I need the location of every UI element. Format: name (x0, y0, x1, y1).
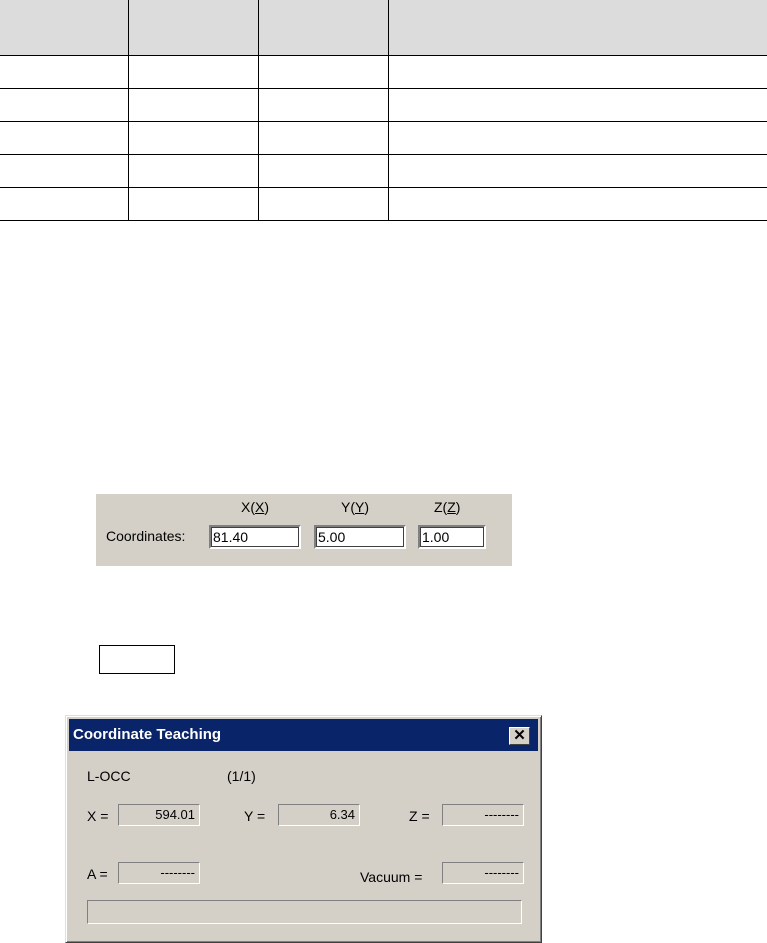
x-value-field: 594.01 (118, 804, 200, 826)
z-header-text: Z( (434, 499, 448, 515)
y-column-header (341, 499, 369, 515)
coordinates-panel (96, 494, 512, 566)
table-cell (0, 89, 128, 122)
y-header-text: Y( (341, 499, 355, 515)
table-cell (258, 89, 388, 122)
z-value-field: -------- (442, 804, 524, 826)
table-row (0, 89, 767, 122)
dialog-titlebar[interactable] (69, 719, 538, 751)
z-column-header (434, 499, 460, 515)
y-header-paren: ) (364, 499, 370, 515)
table-cell (0, 155, 128, 188)
coordinate-teaching-dialog (65, 715, 542, 943)
table-row (0, 155, 767, 188)
z-header-paren: ) (455, 499, 461, 515)
dialog-title: Coordinate Teaching (73, 726, 222, 743)
table-row (0, 122, 767, 155)
table-row (0, 188, 767, 221)
z-header-accesskey: Z (447, 499, 456, 515)
x-column-header (241, 499, 269, 515)
vacuum-label: Vacuum = (360, 869, 423, 885)
table-cell (388, 122, 767, 155)
x-coordinate-input[interactable] (209, 525, 301, 549)
table-cell (388, 155, 767, 188)
y-coordinate-input[interactable] (314, 525, 406, 549)
table-row (0, 56, 767, 89)
page-indicator: (1/1) (227, 768, 256, 784)
z-label: Z = (409, 808, 430, 824)
table-header-cell (128, 0, 258, 56)
table-cell (128, 122, 258, 155)
table-header-cell (258, 0, 388, 56)
y-value-field: 6.34 (278, 804, 360, 826)
z-coordinate-input[interactable] (418, 525, 486, 549)
table-cell (258, 122, 388, 155)
close-button[interactable] (509, 727, 530, 745)
key-label-box (99, 645, 175, 674)
table-cell (128, 89, 258, 122)
table-cell (388, 188, 767, 221)
teaching-progress-bar (87, 900, 522, 924)
coordinates-label: Coordinates: (106, 528, 186, 544)
x-header-accesskey: X (255, 499, 265, 515)
table-cell (258, 188, 388, 221)
vacuum-value-field: -------- (442, 862, 524, 884)
table-header-cell (0, 0, 128, 56)
x-label: X = (87, 808, 109, 824)
table-cell (388, 56, 767, 89)
a-label: A = (87, 866, 108, 882)
x-header-text: X( (241, 499, 255, 515)
y-label: Y = (244, 808, 266, 824)
table-header-row (0, 0, 767, 56)
table-cell (258, 155, 388, 188)
table-cell (128, 188, 258, 221)
table-cell (0, 56, 128, 89)
table-cell (0, 188, 128, 221)
spec-table (0, 0, 767, 221)
table-cell (388, 89, 767, 122)
table-cell (258, 56, 388, 89)
table-cell (128, 56, 258, 89)
table-cell (128, 155, 258, 188)
component-name: L-OCC (87, 768, 131, 784)
x-header-paren: ) (264, 499, 270, 515)
y-header-accesskey: Y (355, 499, 365, 515)
close-icon: ✕ (513, 727, 526, 744)
a-value-field: -------- (118, 862, 200, 884)
table-cell (0, 122, 128, 155)
table-header-cell (388, 0, 767, 56)
